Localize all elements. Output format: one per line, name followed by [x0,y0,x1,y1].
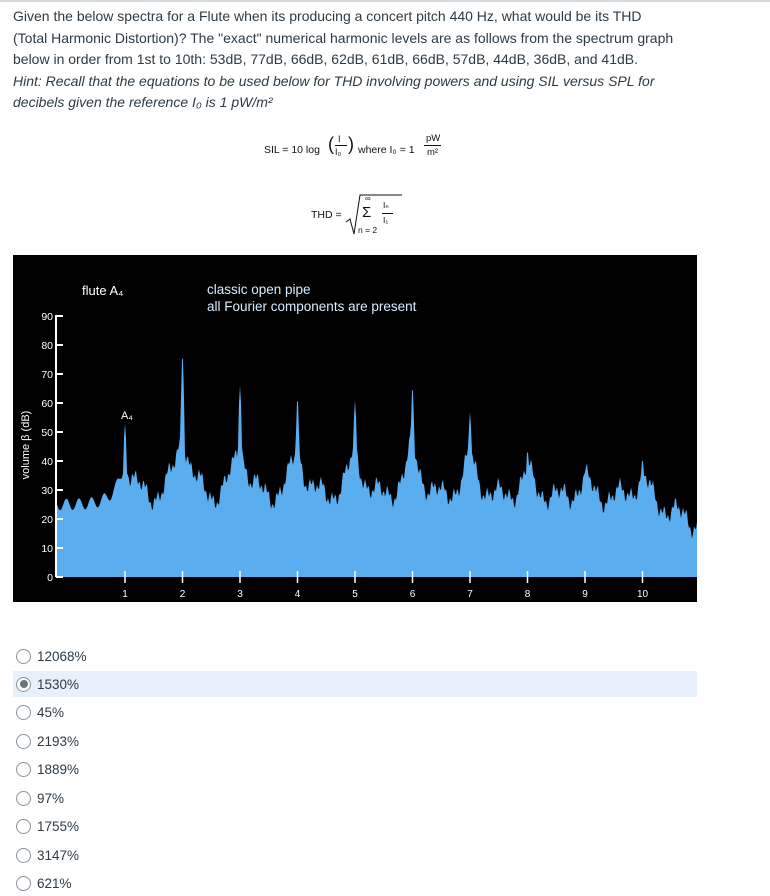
radio-dot-icon [20,680,28,688]
radio-button[interactable] [16,705,31,720]
answer-option-label: 2193% [37,733,80,749]
x-tick-label: 10 [636,589,649,600]
answer-option-label: 45% [37,704,65,720]
x-tick-label: 2 [179,589,186,600]
equations-image [0,128,770,248]
x-tick-label: 8 [524,589,531,600]
answer-option[interactable] [13,813,697,839]
question-text [13,6,758,114]
question-line-1: Given the below spectra for a Flute when its producing a concert pitch 440 Hz, what would be its THD [13,8,642,24]
peak-label: A₄ [121,410,133,422]
y-tick-label: 70 [41,369,53,381]
radio-button[interactable] [16,649,31,664]
sil-unit-numerator: pW [426,133,441,144]
answer-option[interactable] [13,699,697,725]
y-tick-label: 20 [41,514,53,526]
answer-option[interactable] [13,842,697,868]
answer-option-label: 1530% [37,676,80,692]
answer-option[interactable] [13,643,697,669]
answer-option[interactable] [13,756,697,782]
thd-sum-lower: n = 2 [358,225,378,235]
sil-numerator: I [338,134,341,144]
y-tick-label: 10 [41,543,53,555]
y-tick-label: 90 [41,311,53,323]
thd-prefix: THD = [311,209,342,221]
y-tick-label: 80 [41,340,53,352]
radio-button[interactable] [16,734,31,749]
radio-button[interactable] [16,876,31,891]
x-tick-label: 9 [582,589,588,600]
y-tick-label: 30 [41,485,53,497]
question-line-3: below in order from 1st to 10th: 53dB, 77dB, 66dB, 62dB, 61dB, 66dB, 57dB, 44dB, 36dB, and 41dB. [13,51,638,67]
top-divider [0,0,770,2]
spectrum-title-line-1: classic open pipe [207,282,311,297]
y-axis-label: volume β (dB) [20,410,32,480]
answer-option-label: 3147% [37,847,80,863]
answer-option-label: 97% [37,790,65,806]
answer-option[interactable] [13,785,697,811]
radio-button[interactable] [16,791,31,806]
answer-option-label: 1755% [37,818,80,834]
y-tick-label: 50 [41,427,53,439]
radio-button[interactable] [16,819,31,834]
thd-frac-numerator: Iₙ [383,200,389,210]
radio-button-selected[interactable] [16,677,31,692]
thd-frac-denominator: I₁ [383,215,389,225]
y-tick-label: 40 [41,456,53,468]
sil-paren-right: ) [348,134,354,154]
sil-prefix: SIL = 10 log [264,144,320,156]
sil-unit-bar [424,145,441,146]
radio-button[interactable] [16,762,31,777]
y-tick-label: 0 [47,572,53,584]
flute-spectrum-image [13,255,697,602]
x-tick-label: 6 [409,589,416,600]
radio-button[interactable] [16,848,31,863]
answer-option-label: 621% [37,875,72,891]
hint-line-1: Hint: Recall that the equations to be used below for THD involving powers and using SIL versus SPL for [13,72,655,89]
answer-option[interactable] [13,728,697,754]
y-tick-label: 60 [41,398,53,410]
x-tick-label: 1 [122,589,128,600]
instrument-label: flute A₄ [82,283,124,298]
thd-sum-upper: ∞ [365,194,371,203]
x-tick-label: 4 [294,589,301,600]
answer-option-label: 12068% [37,648,87,664]
hint-line-2: decibels given the reference I₀ is 1 pW/m² [13,94,273,110]
x-tick-label: 7 [467,589,473,600]
sil-denominator: I₀ [335,147,342,157]
answer-option[interactable] [13,671,697,697]
x-tick-label: 3 [237,589,243,600]
answer-option-label: 1889% [37,761,80,777]
thd-sigma: Σ [362,204,372,221]
spectrum-title-line-2: all Fourier components are present [207,299,417,314]
sil-unit-denominator: m² [427,147,439,158]
sil-where: where I₀ = 1 [358,144,415,156]
sil-fraction-bar [335,145,347,146]
question-line-2: (Total Harmonic Distortion)? The "exact" numerical harmonic levels are as follows from the spectrum graph [13,29,674,46]
answer-option[interactable] [13,870,697,896]
thd-frac-bar [382,213,393,214]
x-tick-label: 5 [352,589,358,600]
sil-paren-left: ( [328,134,334,154]
